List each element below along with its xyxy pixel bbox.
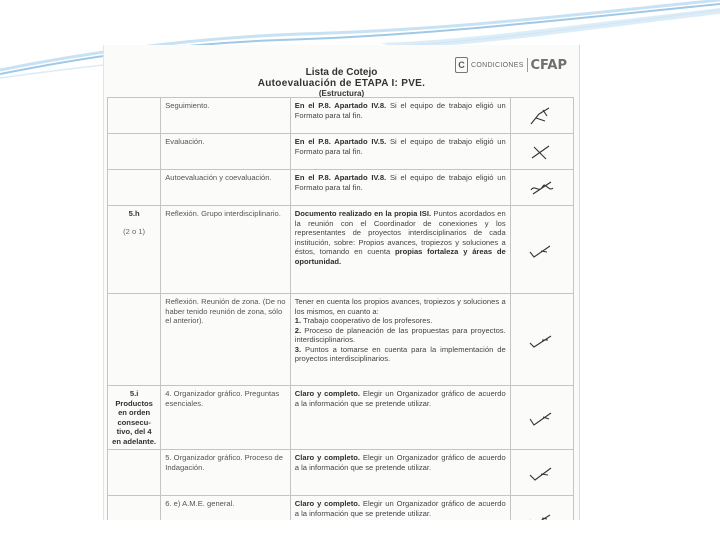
handwritten-check-icon xyxy=(527,408,557,428)
requirement-cell xyxy=(290,134,510,170)
requirement-text: Si el equipo de trabajo eligió un Formato para tal fin. xyxy=(294,137,506,156)
requirement-emphasis: Claro y completo. xyxy=(294,389,361,398)
requirement-cell xyxy=(290,386,510,450)
mark-cell xyxy=(510,98,573,134)
requirement-text: Si el equipo de trabajo eligió un Formato para tal fin. xyxy=(294,173,506,192)
checklist-row xyxy=(108,170,574,206)
row-id-note: (2 o 1) xyxy=(123,226,146,236)
requirement-cell xyxy=(290,98,510,134)
requirement-text: Elegir un Organizador gráfico de acuerdo a la información que se pretende utilizar. xyxy=(294,499,506,518)
requirement-emphasis: Claro y completo. xyxy=(294,499,361,508)
row-id-cell xyxy=(108,206,161,294)
checklist-row xyxy=(108,294,574,386)
mark-cell xyxy=(510,170,573,206)
requirement-emphasis: propias fortaleza y áreas de oportunidad. xyxy=(294,247,506,266)
mark-cell xyxy=(510,450,573,496)
checklist-row xyxy=(108,134,574,170)
criterion-cell: 6. e) A.M.E. general. xyxy=(161,496,291,521)
checklist-row xyxy=(108,450,574,496)
mark-cell xyxy=(510,134,573,170)
criterion-cell: 4. Organizador gráfico. Preguntas esenciales. xyxy=(161,386,291,450)
handwritten-check-icon xyxy=(527,463,557,483)
handwritten-check-icon xyxy=(527,330,557,350)
checklist-row xyxy=(108,206,574,294)
row-id: 5.i xyxy=(129,389,139,398)
requirement-cell xyxy=(290,170,510,206)
row-id-cell xyxy=(108,450,161,496)
document-title: Lista de Cotejo xyxy=(305,67,378,78)
mark-cell xyxy=(510,386,573,450)
handwritten-check-icon xyxy=(527,240,557,260)
requirement-emphasis: Claro y completo. xyxy=(294,453,361,462)
checklist-table xyxy=(107,97,574,520)
checklist-table-wrapper xyxy=(107,97,574,520)
checklist-row xyxy=(108,98,574,134)
row-id-note: Productos en orden consecu-tivo, del 4 en adelante. xyxy=(112,398,157,446)
requirement-emphasis: 3. xyxy=(294,344,302,354)
requirement-text: Proceso de planeación de las propuestas para proyectos. interdisciplinarios. xyxy=(294,325,506,344)
document-section-label: (Estructura) xyxy=(318,89,365,98)
logo-badge: C xyxy=(455,57,468,73)
requirement-cell xyxy=(290,294,510,386)
criterion-cell: Seguimiento. xyxy=(161,98,291,134)
handwritten-check-icon xyxy=(527,508,557,521)
mark-cell xyxy=(510,206,573,294)
handwritten-check-icon xyxy=(527,106,557,126)
row-id-cell xyxy=(108,496,161,521)
requirement-text: Trabajo cooperativo de los profesores. xyxy=(301,316,433,325)
criterion-cell: Autoevaluación y coevaluación. xyxy=(161,170,291,206)
requirement-emphasis: En el P.8. Apartado IV.8. xyxy=(294,173,387,182)
requirement-text: Puntos a tomarse en cuenta para la implementación de proyectos interdisciplinarios. xyxy=(294,344,506,363)
checklist-row xyxy=(108,386,574,450)
requirement-emphasis: En el P.8. Apartado IV.5. xyxy=(294,137,387,146)
row-id-cell xyxy=(108,170,161,206)
requirement-text: Tener en cuenta los propios avances, tropiezos y soluciones a los mismos, en cuanto a: xyxy=(294,297,506,316)
requirement-emphasis: Documento realizado en la propia ISI. xyxy=(294,209,432,218)
document-subtitle: Autoevaluación de ETAPA I: PVE. xyxy=(257,78,426,89)
requirement-emphasis: En el P.8. Apartado IV.8. xyxy=(294,101,387,110)
logo-brand-text: CONDICIONES xyxy=(470,61,524,69)
row-id-cell xyxy=(108,98,161,134)
requirement-text: Si el equipo de trabajo eligió un Formato para tal fin. xyxy=(294,101,506,120)
logo-mark: CFAP xyxy=(530,57,567,73)
requirement-cell xyxy=(290,206,510,294)
row-id: 5.h xyxy=(128,209,140,218)
requirement-cell xyxy=(290,496,510,521)
criterion-cell: Reflexión. Grupo interdisciplinario. xyxy=(161,206,291,294)
mark-cell xyxy=(510,294,573,386)
document-title-block xyxy=(104,67,579,99)
row-id-cell xyxy=(108,134,161,170)
handwritten-scribble-icon xyxy=(527,178,557,198)
requirement-text: Elegir un Organizador gráfico de acuerdo a la información que se pretende utilizar. xyxy=(294,389,506,408)
requirement-emphasis: 2. xyxy=(294,325,302,335)
requirement-cell xyxy=(290,450,510,496)
checklist-row xyxy=(108,496,574,521)
criterion-cell: 5. Organizador gráfico. Proceso de Indagación. xyxy=(161,450,291,496)
requirement-emphasis: 1. xyxy=(294,316,302,325)
row-id-cell xyxy=(108,294,161,386)
scanned-checklist-page xyxy=(103,45,580,520)
row-id-cell xyxy=(108,386,161,450)
criterion-cell: Evaluación. xyxy=(161,134,291,170)
handwritten-cross-icon xyxy=(527,142,557,162)
requirement-text: Elegir un Organizador gráfico de acuerdo a la información que se pretende utilizar. xyxy=(294,453,506,472)
mark-cell xyxy=(510,496,573,521)
requirement-text: Puntos acordados en la reunión con el Coordinador de conexiones y los representantes de proyectos interdisciplinarios de cada institución, sobre: Propios avances, tropiezos y soluciones a éstos, tomando en cuenta xyxy=(294,209,506,256)
criterion-cell: Reflexión. Reunión de zona. (De no haber tenido reunión de zona, sólo el anterior). xyxy=(161,294,291,386)
